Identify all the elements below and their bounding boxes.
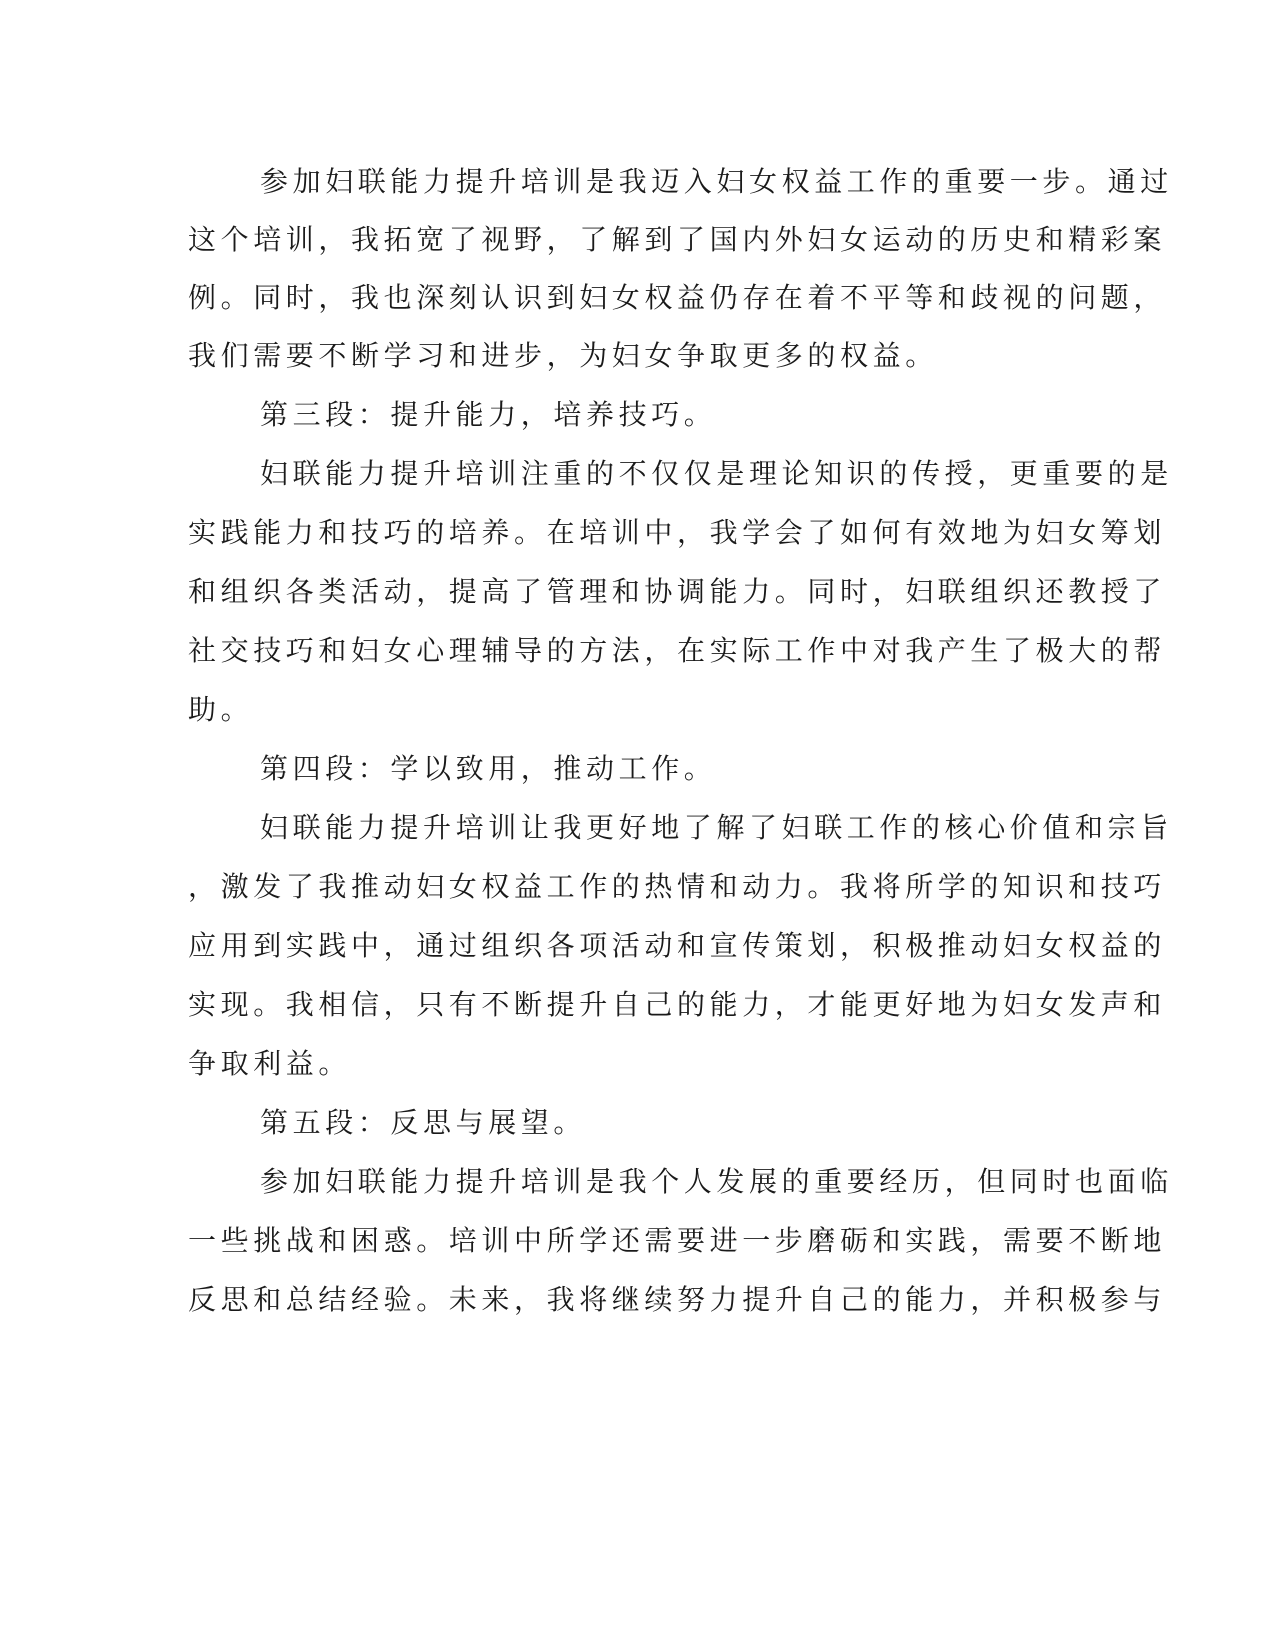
paragraph-line: 参加妇联能力提升培训是我个人发展的重要经历，但同时也面临	[260, 1165, 1173, 1198]
paragraph-line: 和组织各类活动，提高了管理和协调能力。同时，妇联组织还教授了	[188, 575, 1167, 608]
paragraph-line: 一些挑战和困惑。培训中所学还需要进一步磨砺和实践，需要不断地	[188, 1224, 1167, 1257]
section-heading: 第三段：提升能力，培养技巧。	[260, 398, 717, 431]
paragraph-line: 参加妇联能力提升培训是我迈入妇女权益工作的重要一步。通过	[260, 165, 1173, 198]
paragraph-line: 这个培训，我拓宽了视野，了解到了国内外妇女运动的历史和精彩案	[188, 223, 1167, 256]
paragraph-line: 争取利益。	[188, 1047, 352, 1080]
paragraph-line: 例。同时，我也深刻认识到妇女权益仍存在着不平等和歧视的问题，	[188, 281, 1167, 314]
paragraph-line: 社交技巧和妇女心理辅导的方法，在实际工作中对我产生了极大的帮	[188, 634, 1167, 667]
paragraph-line: ，激发了我推动妇女权益工作的热情和动力。我将所学的知识和技巧	[188, 870, 1167, 903]
paragraph-line: 实践能力和技巧的培养。在培训中，我学会了如何有效地为妇女筹划	[188, 516, 1167, 549]
paragraph-line: 我们需要不断学习和进步，为妇女争取更多的权益。	[188, 339, 938, 372]
section-heading: 第五段：反思与展望。	[260, 1106, 587, 1139]
paragraph-line: 反思和总结经验。未来，我将继续努力提升自己的能力，并积极参与	[188, 1283, 1167, 1316]
section-heading: 第四段：学以致用，推动工作。	[260, 752, 717, 785]
paragraph-line: 妇联能力提升培训让我更好地了解了妇联工作的核心价值和宗旨	[260, 811, 1173, 844]
paragraph-line: 实现。我相信，只有不断提升自己的能力，才能更好地为妇女发声和	[188, 988, 1167, 1021]
paragraph-line: 应用到实践中，通过组织各项活动和宣传策划，积极推动妇女权益的	[188, 929, 1167, 962]
paragraph-line: 妇联能力提升培训注重的不仅仅是理论知识的传授，更重要的是	[260, 457, 1173, 490]
paragraph-line: 助。	[188, 693, 254, 726]
